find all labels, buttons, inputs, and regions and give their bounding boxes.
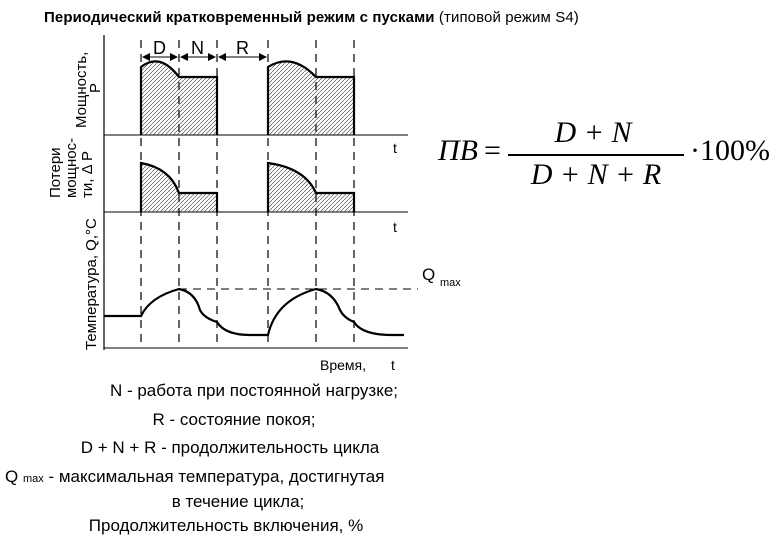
legend-q-sub: max bbox=[22, 473, 44, 485]
temperature-curve bbox=[104, 289, 404, 335]
duty-ratio-formula bbox=[438, 116, 770, 192]
t-label-losses: t bbox=[393, 219, 397, 235]
qmax-label-sub: max bbox=[440, 277, 461, 289]
losses-axis-label-3: ти, Δ P bbox=[79, 151, 96, 198]
formula-numerator: D + N bbox=[554, 116, 632, 149]
formula-lhs: ПВ bbox=[438, 134, 478, 167]
temperature-axis-label: Температура, Q,°C bbox=[83, 218, 100, 350]
legend-line-6: Продолжительность включения, % bbox=[88, 516, 364, 535]
title-mode: (типовой режим S4) bbox=[438, 9, 579, 26]
time-axis-t: t bbox=[391, 357, 395, 373]
losses-axis-label-1: Потери bbox=[47, 147, 64, 198]
t-label-power: t bbox=[393, 140, 397, 156]
formula-fraction-bar bbox=[508, 154, 684, 156]
formula-tail: ·100% bbox=[690, 134, 770, 167]
legend-line-4 bbox=[5, 467, 384, 487]
legend-line-5: в течение цикла; bbox=[171, 492, 305, 511]
legend-q-text: - максимальная температура, достигнутая bbox=[48, 467, 385, 486]
power-axis-label-2: P bbox=[87, 82, 104, 93]
formula-equals: = bbox=[484, 134, 501, 167]
legend-line-1: N - работа при постоянной нагрузке; bbox=[109, 381, 399, 400]
title-main: Периодический кратковременный режим с пусками bbox=[44, 9, 435, 26]
qmax-label: Q bbox=[422, 265, 436, 284]
legend-line-2: R - состояние покоя; bbox=[152, 410, 316, 429]
time-axis-label: Время, bbox=[320, 357, 367, 373]
formula-denominator: D + N + R bbox=[530, 158, 662, 191]
power-axis-label-1: Мощность, bbox=[73, 51, 90, 128]
period-label-d: D bbox=[153, 38, 166, 58]
period-label-n: N bbox=[191, 38, 204, 58]
legend-q: Q bbox=[5, 467, 19, 486]
period-label-r: R bbox=[236, 38, 249, 58]
losses-hatch-2 bbox=[268, 163, 354, 212]
legend-line-3: D + N + R - продолжительность цикла bbox=[80, 438, 380, 457]
losses-axis-label-2: мощнос- bbox=[63, 137, 80, 198]
